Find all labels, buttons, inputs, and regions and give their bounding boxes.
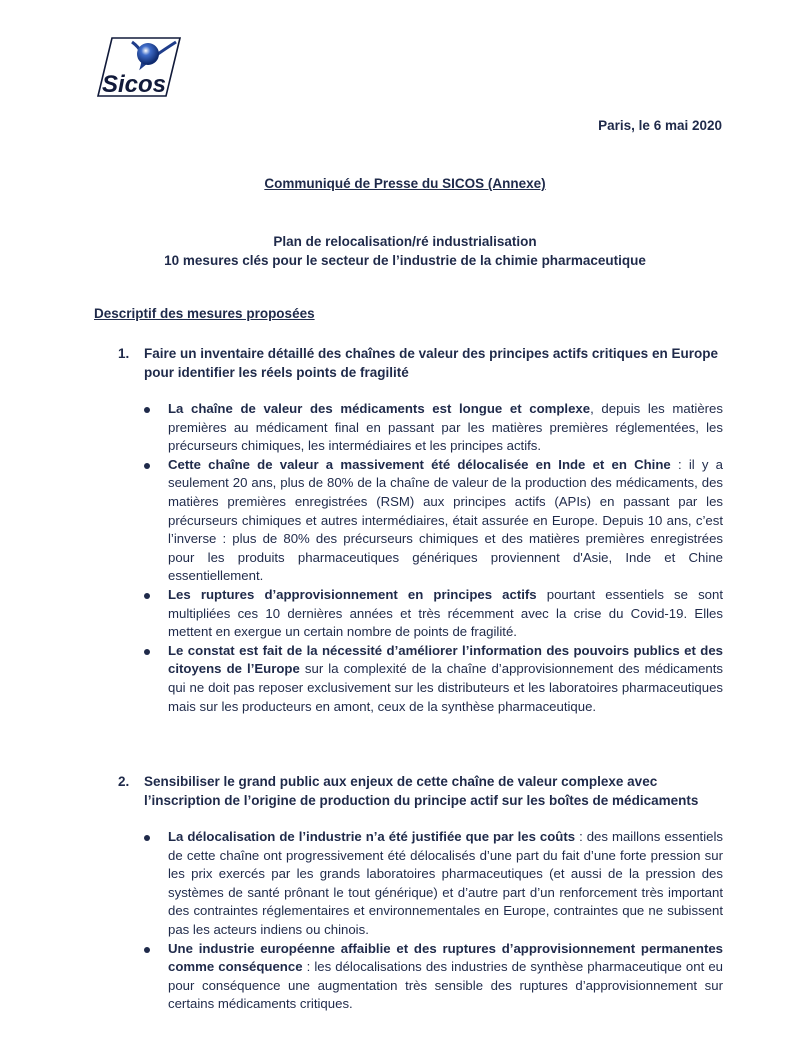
measure-heading — [118, 772, 723, 810]
measure-title: Sensibiliser le grand public aux enjeux de cette chaîne de valeur complexe avec l’inscription de l’origine de production du principe actif sur les boîtes de médicaments — [144, 774, 699, 808]
bullet-item — [142, 642, 723, 716]
bullet-lead: Une industrie européenne affaiblie et des ruptures d’approvisionnement permanentes comme conséquence — [168, 940, 723, 975]
subtitle-line-1: Plan de relocalisation/ré industrialisation — [273, 234, 537, 249]
bullet-icon — [144, 593, 150, 599]
bullet-lead: Cette chaîne de valeur a massivement été délocalisée en Inde et en Chine — [168, 456, 671, 472]
bullet-text: : des maillons essentiels de cette chaîne ont progressivement été délocalisés d’une part du fait d’une forte pression sur les prix exercés par les grands laboratoires pharmaceutiques (et aussi de la pression des systèmes de santé prônant le tout générique) et d’autre part d’un renforcement très important des contraintes réglementaires et environnementales en Europe, contraintes que ne subissent pas les acteurs indiens ou chinois. — [168, 829, 723, 937]
bullet-text: sur la complexité de la chaîne d’approvisionnement des médicaments qui ne doit pas reposer exclusivement sur les distributeurs et les laboratoires pharmaceutiques mais sur les producteurs en amont, ceux de la synthèse pharmaceutique. — [168, 661, 724, 714]
measure-number: 1. — [118, 346, 130, 361]
bullet-text: : il y a seulement 20 ans, plus de 80% de la chaîne de valeur de la production des médicaments, des matières premières enregistrées (RSM) aux principes actifs (APIs) en passant par les précurseurs chimiques et autres intermédiaires, était assurée en Europe. Depuis 10 ans, c’est l’inverse : plus de 80% des précurseurs chimiques et des matières premières enregistrées pour les produits pharmaceutiques génériques proviennent d'Asie, Inde et Chine essentiellement. — [168, 456, 724, 584]
bullet-lead: Les ruptures d’approvisionnement en principes actifs — [168, 586, 537, 602]
bullet-icon — [144, 947, 150, 953]
bullet-item — [142, 400, 723, 456]
bullet-lead: La délocalisation de l’industrie n’a été justifiée que par les coûts — [168, 829, 576, 844]
logo-wordmark: Sicos — [102, 71, 167, 98]
bullet-text: : les délocalisations des industries de synthèse pharmaceutique ont eu pour conséquence une augmentation très sensible des ruptures d’approvisionnement sur certains médicaments critiques. — [168, 959, 723, 1012]
bullet-icon — [144, 463, 150, 469]
measure-number: 2. — [118, 774, 130, 789]
bullet-item — [142, 828, 723, 940]
bullet-item — [142, 586, 723, 642]
measure-bullets — [118, 828, 723, 1014]
bullet-lead: La chaîne de valeur des médicaments est longue et complexe — [168, 401, 591, 416]
measure-heading — [118, 344, 723, 382]
bullet-icon — [144, 835, 150, 841]
subtitle-line-2: 10 mesures clés pour le secteur de l’industrie de la chimie pharmaceutique — [164, 253, 646, 268]
measure-title: Faire un inventaire détaillé des chaînes de valeur des principes actifs critiques en Europe pour identifier les réels points de fragilité — [144, 346, 718, 380]
press-release-date: Paris, le 6 mai 2020 — [598, 118, 722, 133]
bullet-icon — [144, 649, 150, 655]
section-heading: Descriptif des mesures proposées — [94, 306, 315, 321]
sicos-logo — [92, 34, 184, 100]
bullet-icon — [144, 407, 150, 413]
measure-1 — [118, 344, 723, 716]
measure-2 — [118, 772, 723, 1014]
measure-bullets — [118, 400, 723, 716]
press-release-subtitle — [0, 232, 810, 270]
bullet-text: pourtant essentiels se sont multipliées ces 10 dernières années et très récemment avec la crise du Covid-19. Elles mettent en exergue un certain nombre de points de fragilité. — [168, 586, 724, 640]
bullet-item — [142, 940, 723, 1014]
bullet-lead: Le constat est fait de la nécessité d’améliorer l’information des pouvoirs publics et des citoyens de l’Europe — [168, 642, 723, 677]
press-release-title: Communiqué de Presse du SICOS (Annexe) — [264, 176, 546, 191]
bullet-item — [142, 456, 723, 586]
bullet-text: , depuis les matières premières au médicament final en passant par les matières premières réglementées, les précurseurs chimiques, les intermédiaires et les principes actifs. — [168, 401, 723, 454]
sicos-logo-graphic — [92, 34, 184, 100]
